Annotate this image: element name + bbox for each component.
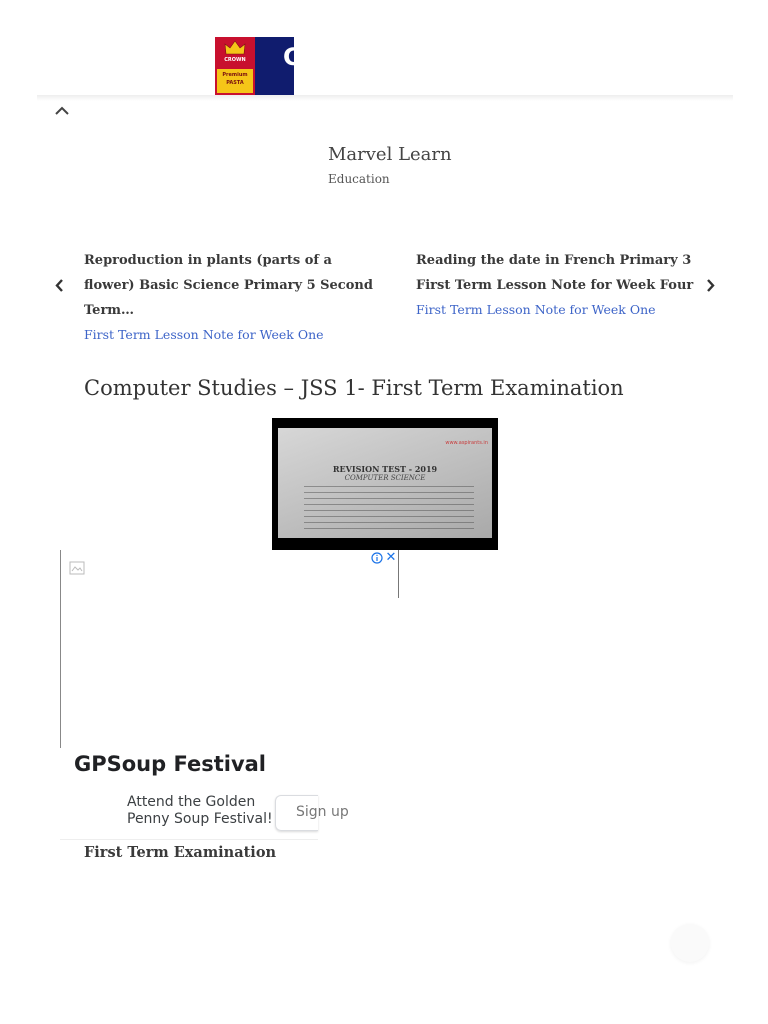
ad-body-line: Attend the Golden — [127, 794, 256, 810]
ad-tagline — [217, 69, 253, 93]
related-post-link[interactable]: First Term Lesson Note for Week One — [416, 302, 656, 317]
ad-tagline-line1: Premium — [222, 72, 248, 78]
exam-paper-text-lines — [304, 486, 474, 530]
ad-border — [60, 550, 61, 748]
info-icon — [371, 552, 383, 564]
related-post-card[interactable] — [84, 248, 374, 346]
ad-brand: CROWN — [224, 57, 246, 63]
related-post-title[interactable]: Reproduction in plants (parts of a flower) Basic Science Primary 5 Second Term… — [84, 253, 373, 318]
ad-tagline-line2: PASTA — [226, 80, 244, 86]
blog-title[interactable]: Marvel Learn — [328, 144, 452, 165]
related-post-title[interactable]: Reading the date in French Primary 3 First Term Lesson Note for Week Four — [416, 253, 694, 293]
ad-border — [398, 550, 399, 598]
ad-right-text: C — [283, 43, 301, 71]
related-post-link[interactable]: First Term Lesson Note for Week One — [84, 327, 324, 342]
collapse-header-button[interactable] — [53, 102, 71, 118]
ad-body-text — [127, 794, 273, 828]
top-banner-ad[interactable] — [215, 37, 301, 95]
chevron-right-icon — [706, 279, 715, 292]
carousel-next-button[interactable] — [703, 277, 717, 293]
related-post-card[interactable] — [416, 248, 706, 321]
exam-paper-subtitle: COMPUTER SCIENCE — [344, 474, 426, 482]
post-subheading: First Term Examination — [84, 844, 277, 861]
blog-category: Education — [328, 172, 390, 186]
crown-pasta-logo — [215, 37, 255, 95]
post-title: Computer Studies – JSS 1- First Term Examination — [84, 376, 624, 400]
chevron-left-icon — [55, 279, 64, 292]
carousel-prev-button[interactable] — [52, 277, 66, 293]
post-image[interactable] — [272, 418, 498, 550]
exam-paper-photo — [278, 428, 492, 538]
ad-signup-label: Sign up — [296, 804, 349, 820]
ad-signup-button[interactable] — [275, 795, 349, 831]
image-watermark: www.aspirants.in — [445, 440, 488, 446]
ad-close-button[interactable]: ✕ — [385, 550, 397, 565]
exam-paper-title: REVISION TEST - 2019 — [332, 464, 438, 474]
crown-icon — [224, 40, 246, 56]
chevron-up-icon — [55, 106, 69, 115]
ad-body-line: Penny Soup Festival! — [127, 811, 273, 827]
header-divider — [37, 95, 733, 101]
broken-image-icon — [69, 561, 85, 575]
ad-headline[interactable]: GPSoup Festival — [74, 752, 267, 776]
ad-choices-button[interactable] — [370, 551, 384, 565]
ad-border — [60, 839, 318, 840]
floating-action-button[interactable] — [671, 924, 709, 962]
